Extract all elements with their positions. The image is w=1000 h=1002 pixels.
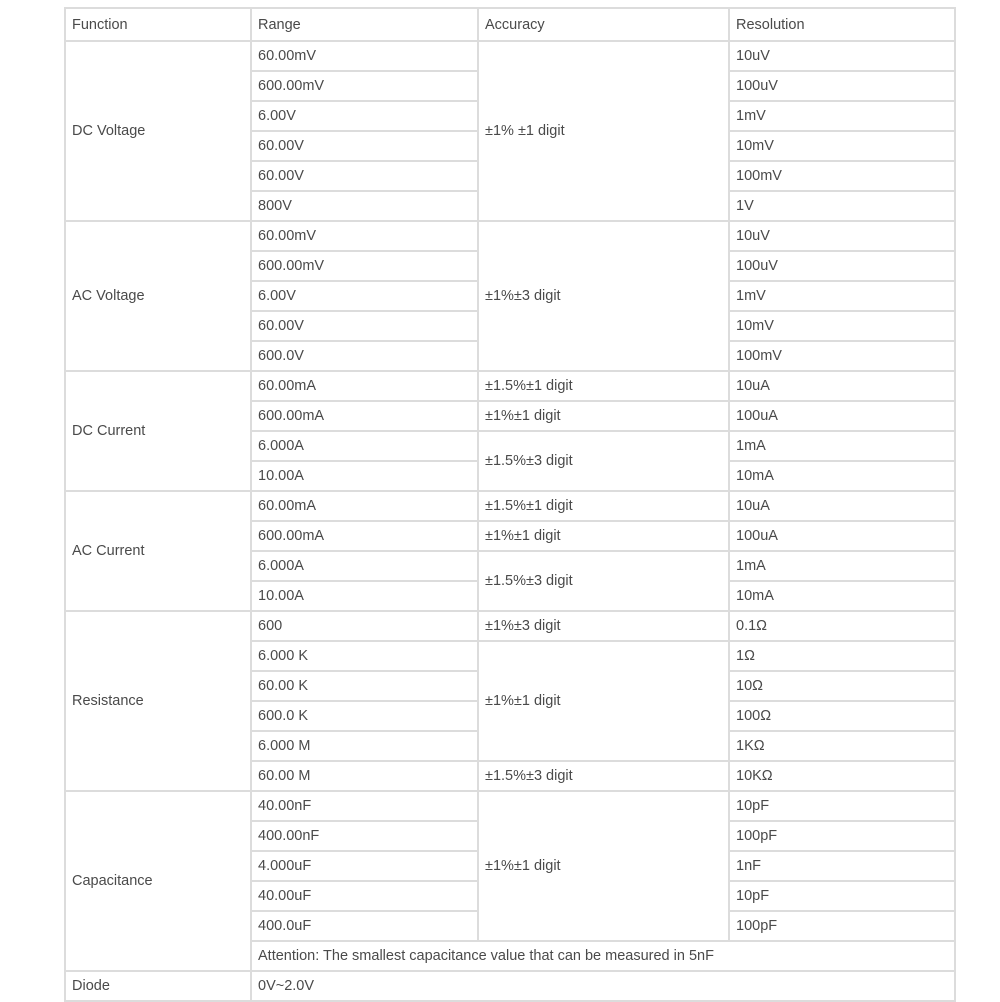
- resolution-cell: 0.1Ω: [729, 611, 955, 641]
- spec-table: [64, 7, 956, 1002]
- resolution-cell: 10uA: [729, 491, 955, 521]
- table-row: [65, 371, 955, 401]
- range-cell: 60.00V: [251, 311, 478, 341]
- accuracy-cell: ±1.5%±3 digit: [478, 551, 729, 611]
- range-cell: 600.0 K: [251, 701, 478, 731]
- range-cell: 4.000uF: [251, 851, 478, 881]
- function-cell: Resistance: [65, 611, 251, 791]
- range-cell: 600.0V: [251, 341, 478, 371]
- table-row: [65, 611, 955, 641]
- range-cell: 40.00uF: [251, 881, 478, 911]
- range-cell: 60.00mV: [251, 41, 478, 71]
- range-cell: 60.00V: [251, 131, 478, 161]
- range-cell: 800V: [251, 191, 478, 221]
- resolution-cell: 10uA: [729, 371, 955, 401]
- range-cell: 6.00V: [251, 101, 478, 131]
- accuracy-cell: ±1.5%±1 digit: [478, 491, 729, 521]
- header-range: Range: [251, 8, 478, 41]
- capacitance-note: Attention: The smallest capacitance value that can be measured in 5nF: [251, 941, 955, 971]
- function-cell: AC Current: [65, 491, 251, 611]
- accuracy-cell: ±1%±1 digit: [478, 791, 729, 941]
- range-cell: 6.000 M: [251, 731, 478, 761]
- range-cell: 600.00mV: [251, 251, 478, 281]
- resolution-cell: 10mV: [729, 311, 955, 341]
- range-cell: 6.000A: [251, 431, 478, 461]
- function-cell: Capacitance: [65, 791, 251, 971]
- accuracy-cell: ±1%±1 digit: [478, 401, 729, 431]
- function-cell: Diode: [65, 971, 251, 1001]
- table-row: [65, 791, 955, 821]
- range-cell: 60.00 K: [251, 671, 478, 701]
- range-cell: 60.00mA: [251, 371, 478, 401]
- resolution-cell: 100uA: [729, 401, 955, 431]
- resolution-cell: 100Ω: [729, 701, 955, 731]
- table-row: [65, 971, 955, 1001]
- header-row: [65, 8, 955, 41]
- resolution-cell: 1nF: [729, 851, 955, 881]
- resolution-cell: 10Ω: [729, 671, 955, 701]
- accuracy-cell: ±1.5%±1 digit: [478, 371, 729, 401]
- resolution-cell: 10KΩ: [729, 761, 955, 791]
- function-cell: DC Current: [65, 371, 251, 491]
- range-cell: 6.000A: [251, 551, 478, 581]
- accuracy-cell: ±1.5%±3 digit: [478, 431, 729, 491]
- resolution-cell: 1V: [729, 191, 955, 221]
- accuracy-cell: ±1% ±1 digit: [478, 41, 729, 221]
- range-cell: 60.00 M: [251, 761, 478, 791]
- resolution-cell: 100uV: [729, 71, 955, 101]
- resolution-cell: 10uV: [729, 41, 955, 71]
- resolution-cell: 100pF: [729, 821, 955, 851]
- accuracy-cell: ±1.5%±3 digit: [478, 761, 729, 791]
- function-cell: AC Voltage: [65, 221, 251, 371]
- function-cell: DC Voltage: [65, 41, 251, 221]
- resolution-cell: 1mA: [729, 431, 955, 461]
- header-accuracy: Accuracy: [478, 8, 729, 41]
- resolution-cell: 10mA: [729, 581, 955, 611]
- accuracy-cell: ±1%±1 digit: [478, 521, 729, 551]
- range-cell: 400.0uF: [251, 911, 478, 941]
- range-cell: 60.00mA: [251, 491, 478, 521]
- range-cell: 40.00nF: [251, 791, 478, 821]
- range-cell: 6.000 K: [251, 641, 478, 671]
- range-cell: 600: [251, 611, 478, 641]
- resolution-cell: 1mV: [729, 101, 955, 131]
- resolution-cell: 100uA: [729, 521, 955, 551]
- header-resolution: Resolution: [729, 8, 955, 41]
- range-cell: 600.00mA: [251, 401, 478, 431]
- resolution-cell: 10mA: [729, 461, 955, 491]
- range-cell: 10.00A: [251, 461, 478, 491]
- resolution-cell: 1mV: [729, 281, 955, 311]
- range-cell: 10.00A: [251, 581, 478, 611]
- table-row: [65, 221, 955, 251]
- diode-range-cell: 0V~2.0V: [251, 971, 955, 1001]
- range-cell: 6.00V: [251, 281, 478, 311]
- resolution-cell: 10pF: [729, 881, 955, 911]
- header-function: Function: [65, 8, 251, 41]
- resolution-cell: 100pF: [729, 911, 955, 941]
- resolution-cell: 10uV: [729, 221, 955, 251]
- range-cell: 60.00mV: [251, 221, 478, 251]
- accuracy-cell: ±1%±1 digit: [478, 641, 729, 761]
- range-cell: 60.00V: [251, 161, 478, 191]
- resolution-cell: 1mA: [729, 551, 955, 581]
- resolution-cell: 1Ω: [729, 641, 955, 671]
- range-cell: 600.00mV: [251, 71, 478, 101]
- resolution-cell: 1KΩ: [729, 731, 955, 761]
- range-cell: 400.00nF: [251, 821, 478, 851]
- range-cell: 600.00mA: [251, 521, 478, 551]
- table-row: [65, 491, 955, 521]
- resolution-cell: 100mV: [729, 341, 955, 371]
- resolution-cell: 100mV: [729, 161, 955, 191]
- resolution-cell: 10pF: [729, 791, 955, 821]
- table-row: [65, 41, 955, 71]
- accuracy-cell: ±1%±3 digit: [478, 611, 729, 641]
- resolution-cell: 10mV: [729, 131, 955, 161]
- resolution-cell: 100uV: [729, 251, 955, 281]
- accuracy-cell: ±1%±3 digit: [478, 221, 729, 371]
